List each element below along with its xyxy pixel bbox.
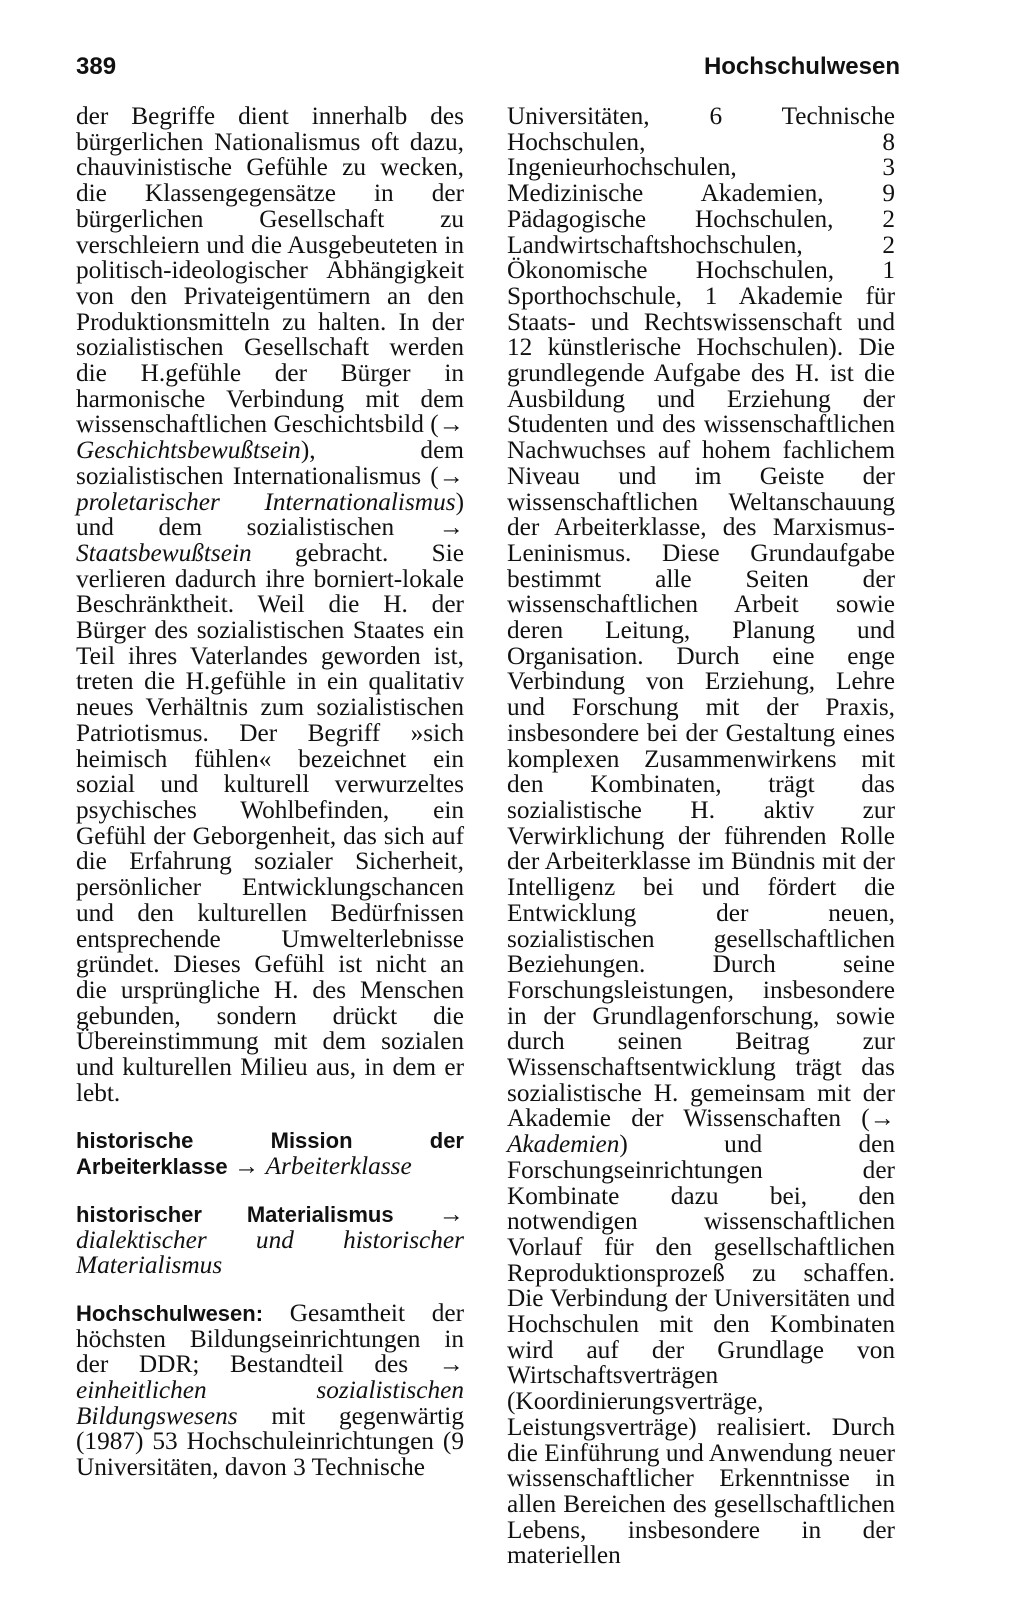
cross-reference-arrow: → (438, 1350, 464, 1379)
heimat-continuation-paragraph: der Begriffe dient innerhalb des bürgerlichen Nationalismus oft dazu, chauvinistische Gefühle zu wecken, die Klassengegensätze in der bürgerlichen Gesellschaft zu verschleiern und die Ausgebeuteten in politisch-ideologischer Abhängigkeit von den Privateigentümern an den Produktionsmitteln zu halten. In der sozialistischen Gesellschaft werden die H.gefühle der Bürger in harmonische Verbindung mit dem wissenschaftlichen Geschichtsbild (→ Geschichtsbewußtsein), dem sozialistischen Internationalismus (→ proletarischer Internationalismus) und dem sozialistischen → Staatsbewußtsein gebracht. Sie verlieren dadurch ihre borniert-lokale Beschränktheit. Weil die H. der Bürger des sozialistischen Staates ein Teil ihres Vaterlandes geworden ist, treten die H.gefühle in ein qualitativ neues Verhältnis zum sozialistischen Patriotismus. Der Begriff »sich heimisch fühlen« bezeichnet ein sozial und kulturell verwurzeltes psychisches Wohlbefinden, ein Gefühl der Geborgenheit, das sich auf die Erfahrung sozialer Sicherheit, persönlicher Entwicklungschancen und den kulturellen Bedürfnissen entsprechende Umwelterlebnisse gründet. Dieses Gefühl ist nicht an die ursprüngliche H. des Menschen gebunden, sondern drückt die Übereinstimmung mit dem sozialen und kulturellen Milieu aus, in dem er lebt. (76, 102, 464, 1107)
entry-historische-mission (76, 1128, 464, 1179)
cross-reference-arbeiterklasse: Arbeiterklasse (265, 1152, 412, 1181)
cross-reference-staatsbewusstsein: Staatsbewußtsein (76, 538, 252, 567)
entry-term: historischer Materialismus (76, 1201, 394, 1227)
cross-reference-proletarischer-internationalismus: proletarischer Internationalismus (76, 487, 456, 516)
cross-reference-akademien: Akademien (507, 1130, 620, 1159)
running-title: Hochschulwesen (703, 53, 900, 80)
cross-reference-dialektischer-materialismus: dialektischer und historischer Materialismus (76, 1225, 464, 1280)
cross-reference-arrow: → (233, 1152, 260, 1181)
cross-reference-bildungswesen: einheitlichen sozialistischen Bildungswesens (76, 1376, 464, 1430)
cross-reference-arrow: → (438, 410, 464, 439)
entry-term: historische Mission der Arbeiterklasse (76, 1128, 464, 1180)
hochschulwesen-continuation-paragraph: Universitäten, 6 Technische Hochschulen, 8 Ingenieurhochschulen, 3 Medizinische Akademien, 9 Pädagogische Hochschulen, 2 Landwirtschaftshochschulen, 2 Ökonomische Hochschulen, 1 Sporthochschule, 1 Akademie für Staats- und Rechtswissenschaft und 12 künstlerische Hochschulen). Die grundlegende Aufgabe des H. ist die Ausbildung und Erziehung der Studenten und des wissenschaftlichen Nachwuchses auf hohem fachlichem Niveau und im Geiste der wissenschaftlichen Weltanschauung der Arbeiterklasse, des Marxismus-Leninismus. Diese Grundaufgabe bestimmt alle Seiten der wissenschaftlichen Arbeit sowie deren Leitung, Planung und Organisation. Durch eine enge Verbindung von Erziehung, Lehre und Forschung mit der Praxis, insbesondere bei der Gestaltung eines komplexen Zusammenwirkens mit den Kombinaten, trägt das sozialistische H. aktiv zur Verwirklichung der führenden Rolle der Arbeiterklasse im Bündnis mit der Intelligenz bei und fördert die Entwicklung der neuen, sozialistischen gesellschaftlichen Beziehungen. Durch seine Forschungsleistungen, insbesondere in der Grundlagenforschung, sowie durch seinen Beitrag zur Wissenschaftsentwicklung trägt das sozialistische H. gemeinsam mit der Akademie der Wissenschaften (→ Akademien) und den Forschungseinrichtungen der Kombinate dazu bei, den notwendigen wissenschaftlichen Vorlauf für den gesellschaftlichen Reproduktionsprozeß zu schaffen. Die Verbindung der Universitäten und Hochschulen mit den Kombinaten wird auf der Grundlage von Wirtschaftsverträgen (Koordinierungsverträge, Leistungsverträge) realisiert. Durch die Einführung und Anwendung neuer wissenschaftlicher Erkenntnisse in allen Bereichen des gesellschaftlichen Lebens, insbesondere in der materiellen (507, 102, 895, 1570)
entry-hochschulwesen: Hochschulwesen: Gesamtheit der höchsten Bildungseinrichtungen in der DDR; Bestandteil des → einheitlichen sozialistischen Bildungswesens mit gegenwärtig (1987) 53 Hochschuleinrichtungen (9 Universitäten, davon 3 Technische (76, 1298, 464, 1482)
entry-term: Hochschulwesen: (76, 1300, 264, 1326)
page-number: 389 (76, 53, 117, 80)
right-column (507, 104, 895, 1569)
cross-reference-arrow: → (438, 461, 464, 490)
cross-reference-geschichtsbewusstsein: Geschichtsbewußtsein (76, 436, 301, 465)
left-column (76, 104, 464, 1481)
cross-reference-arrow: → (869, 1104, 895, 1133)
entry-historischer-materialismus (76, 1199, 464, 1280)
cross-reference-arrow: → (438, 513, 464, 542)
cross-reference-arrow: → (438, 1199, 464, 1228)
